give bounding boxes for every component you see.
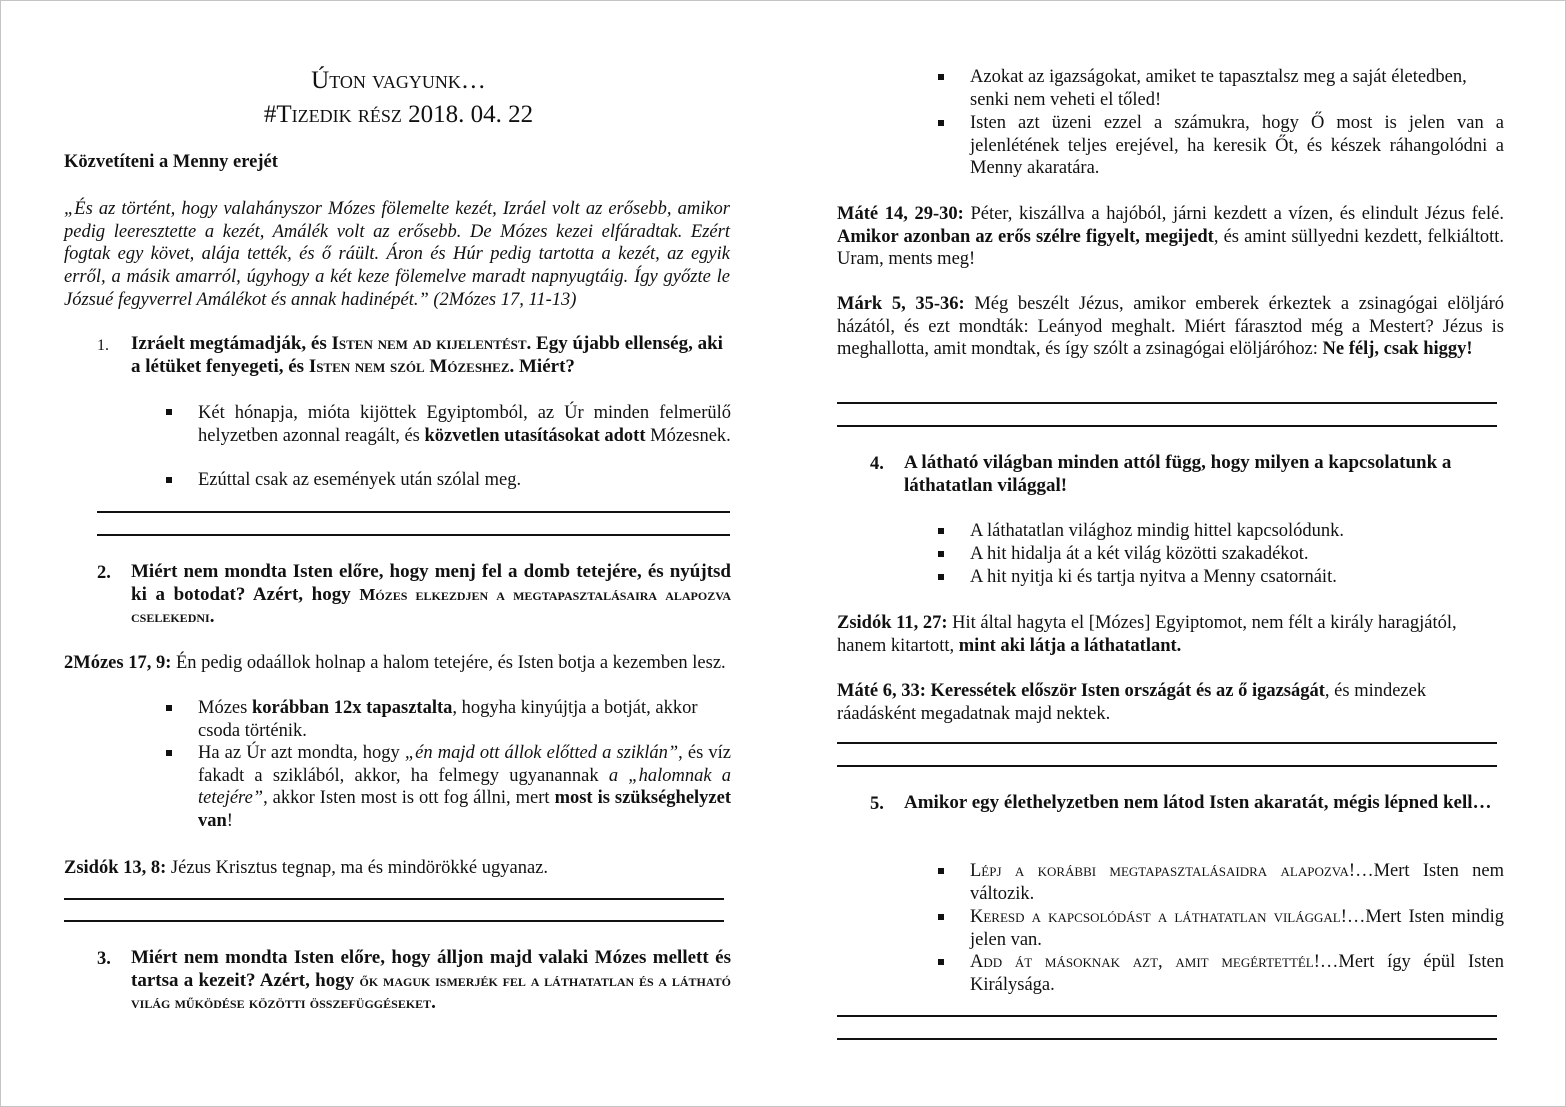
verse-reference: Máté 14, 29-30:: [837, 204, 964, 224]
verse-text: Én pedig odaállok holnap a halom tetejére, és Isten botja a kezemben lesz.: [171, 653, 726, 673]
bullet-icon: [166, 750, 172, 756]
question-5: Amikor egy élethelyzetben nem látod Isten akaratát, mégis lépned kell…: [904, 792, 1492, 813]
bullet-icon: [166, 705, 172, 711]
verse-bold: Ne félj, csak higgy!: [1322, 339, 1473, 360]
list-item-text: Ha az Úr azt mondta, hogy: [198, 743, 405, 763]
answer-line: [837, 742, 1497, 744]
verse-bold: Keressétek először Isten országát és az ő igazságát: [925, 681, 1325, 701]
question-3-smallcaps: ők maguk ismerjék fel a láthatatlan és a látható világ működése közötti összefüggéseket: [131, 970, 732, 1013]
answer-line: [837, 402, 1497, 404]
verse-bold: Amikor azonban az erős szélre figyelt, megijedt: [837, 226, 1214, 247]
list-item: [970, 860, 1504, 905]
intro-quote: [64, 198, 730, 312]
list-item-text: …Mert így épül Isten Királysága.: [970, 952, 1504, 995]
list-item-smallcaps: Keresd a kapcsolódást a láthatatlan világgal!: [970, 907, 1347, 927]
list-item-smallcaps: Lépj a korábbi megtapasztalásaidra alapozva!: [970, 861, 1356, 881]
question-2-smallcaps: Mózes elkezdjen a megtapasztalásaira alapozva cselekedni: [131, 584, 731, 627]
document-part-date: #Tizedik rész 2018. 04. 22: [263, 101, 534, 128]
verse-reference: 2Mózes 17, 9:: [64, 653, 172, 673]
answer-line: [64, 898, 724, 900]
list-item: Azokat az igazságokat, amiket te tapasztalsz meg a saját életedben, senki nem veheti el tőled!: [970, 67, 1467, 110]
question-3-text: .: [431, 992, 436, 1014]
answer-line: [837, 1038, 1497, 1040]
list-item: A láthatatlan világhoz mindig hittel kapcsolódunk.: [970, 521, 1345, 541]
bullet-icon: [938, 74, 944, 80]
verse-reference: Zsidók 13, 8:: [64, 858, 167, 878]
list-item: [198, 469, 731, 492]
list-item-text: , és víz fakadt a sziklából, akkor, ha felmegy ugyanannak: [198, 743, 731, 786]
document-title: Úton vagyunk…: [311, 67, 486, 94]
question-number: 3.: [97, 949, 111, 969]
bullet-icon: [166, 409, 172, 415]
answer-line: [64, 920, 724, 922]
verse-text: Jézus Krisztus tegnap, ma és mindörökké ugyanaz.: [166, 858, 549, 878]
bullet-icon: [938, 868, 944, 874]
list-item-italic: „én majd ott állok előtted a sziklán”: [404, 743, 679, 763]
question-number: 2.: [97, 563, 111, 583]
list-item-text: , akkor Isten most is ott fog állni, mert: [263, 788, 555, 809]
list-item-text: …Mert Isten nem változik.: [970, 861, 1504, 904]
question-1-smallcaps: Isten nem ad kijelentést: [331, 333, 527, 354]
answer-line: [837, 1015, 1497, 1017]
verse-text: , és mindezek ráadásként megadatnak majd nektek.: [837, 681, 1427, 724]
bullet-icon: [938, 551, 944, 557]
question-number: 1.: [97, 337, 109, 354]
question-number: 4.: [870, 454, 884, 474]
list-item: A hit nyitja ki és tartja nyitva a Menny csatornáit.: [970, 567, 1337, 587]
question-2-text: Miért nem mondta Isten előre, hogy menj fel a domb tetejére, és nyújtsd ki a botodat? Azért, hogy: [131, 561, 731, 605]
list-item-text: , hogyha kinyújtja a botját, akkor csoda történik.: [198, 698, 698, 741]
answer-line: [837, 765, 1497, 767]
question-4: A látható világban minden attól függ, hogy milyen a kapcsolatunk a láthatatlan világgal!: [904, 452, 1452, 496]
list-item-smallcaps: Add át másoknak azt, amit megértettél!: [970, 952, 1320, 972]
list-item-text: !: [226, 811, 233, 832]
list-item: A hit hidalja át a két világ közötti szakadékot.: [970, 544, 1309, 564]
question-2-text: .: [209, 606, 215, 628]
question-2: [131, 561, 731, 629]
verse: [64, 652, 731, 675]
list-item: [970, 951, 1504, 996]
list-item-text: …Mert Isten mindig jelen van.: [970, 907, 1504, 950]
answer-line: [97, 534, 730, 536]
list-item-text: Két hónapja, mióta kijöttek Egyiptomból, az Úr minden felmerülő helyzetben azonnal reagált, és: [198, 403, 731, 446]
question-1-text: . Miért?: [509, 355, 575, 377]
list-item-bold: most is szükséghelyzet van: [198, 788, 732, 832]
list-item: [198, 742, 731, 833]
verse: [64, 857, 731, 880]
question-1-text: Izráelt megtámadják, és: [131, 333, 332, 354]
verse-reference: Zsidók 11, 27:: [837, 613, 948, 633]
intro-quote-text: „És az történt, hogy valahányszor Mózes fölemelte kezét, Izráel volt az erősebb, amikor pedig leeresztette a kezét, Amálék volt az erősebb. De Mózes kezei elfáradtak. Ezért fogtak egy követ, alája tették, és ő ráült. Áron és Húr pedig tartotta a kezét, az egyik erről, a másik amarról, úgyhogy a két keze fölemelve maradt napnyugtáig. Így győzte le Józsué fegyverrel Amálékot és annak hadinépét.”: [64, 199, 730, 310]
question-number: 5.: [870, 794, 884, 814]
bullet-icon: [938, 959, 944, 965]
bullet-icon: [166, 477, 172, 483]
bullet-icon: [938, 914, 944, 920]
list-item: [198, 697, 731, 742]
list-item-text: Mózes: [198, 698, 252, 718]
verse: [837, 203, 1504, 271]
question-3-text: Miért nem mondta Isten előre, hogy álljon majd valaki Mózes mellett és tartsa a kezeit? Azért, hogy: [131, 947, 731, 991]
bullet-icon: [938, 574, 944, 580]
verse-text: Péter, kiszállva a hajóból, járni kezdett a vízen, és elindult Jézus felé.: [963, 204, 1504, 224]
list-item-text: Ezúttal csak az események után szólal meg.: [198, 470, 522, 490]
verse: [837, 293, 1504, 361]
question-3: [131, 947, 731, 1015]
verse-text: Hit által hagyta el [Mózes] Egyiptomot, nem félt a király haragjától, hanem kitartott,: [837, 613, 1457, 656]
answer-line: [97, 511, 730, 513]
bullet-icon: [938, 528, 944, 534]
answer-line: [837, 425, 1497, 427]
list-item: [198, 402, 731, 447]
verse: [837, 612, 1507, 657]
verse: [837, 680, 1507, 725]
list-item-italic: a „halomnak a tetejére”: [198, 765, 731, 809]
verse-text: , és amint süllyedni kezdett, felkiáltott. Uram, ments meg!: [837, 226, 1505, 270]
section-heading: Közvetíteni a Menny erejét: [64, 152, 278, 172]
list-item-bold: korábban 12x tapasztalta: [251, 698, 453, 718]
question-1: [131, 333, 731, 378]
verse-reference: Márk 5, 35-36:: [837, 294, 965, 314]
list-item-text: Mózesnek.: [645, 425, 731, 446]
question-1-smallcaps: Isten nem szól Mózeshez: [308, 355, 510, 377]
verse-reference: Máté 6, 33:: [837, 681, 926, 701]
list-item-bold: közvetlen utasításokat adott: [424, 425, 646, 446]
intro-quote-reference: (2Mózes 17, 11-13): [428, 289, 577, 310]
list-item: [970, 906, 1504, 951]
verse-text: Még beszélt Jézus, amikor emberek érkeztek a zsinagógai elöljáró házától, és ezt mondták: Leányod meghalt. Miért fárasztod még a Mestert? Jézus is meghallotta, amit mondtak, és így szólt a zsinagógai elöljáróhoz:: [837, 294, 1504, 360]
bullet-icon: [938, 120, 944, 126]
verse-bold: mint aki látja a láthatatlant.: [958, 635, 1182, 656]
list-item: Isten azt üzeni ezzel a számukra, hogy Ő most is jelen van a jelenlétének teljes erejével, ha keresik Őt, és készek ráhangolódni a Menny akaratára.: [970, 113, 1504, 179]
question-1-text: . Egy újabb ellenség, aki a létüket fenyegeti, és: [131, 333, 723, 377]
